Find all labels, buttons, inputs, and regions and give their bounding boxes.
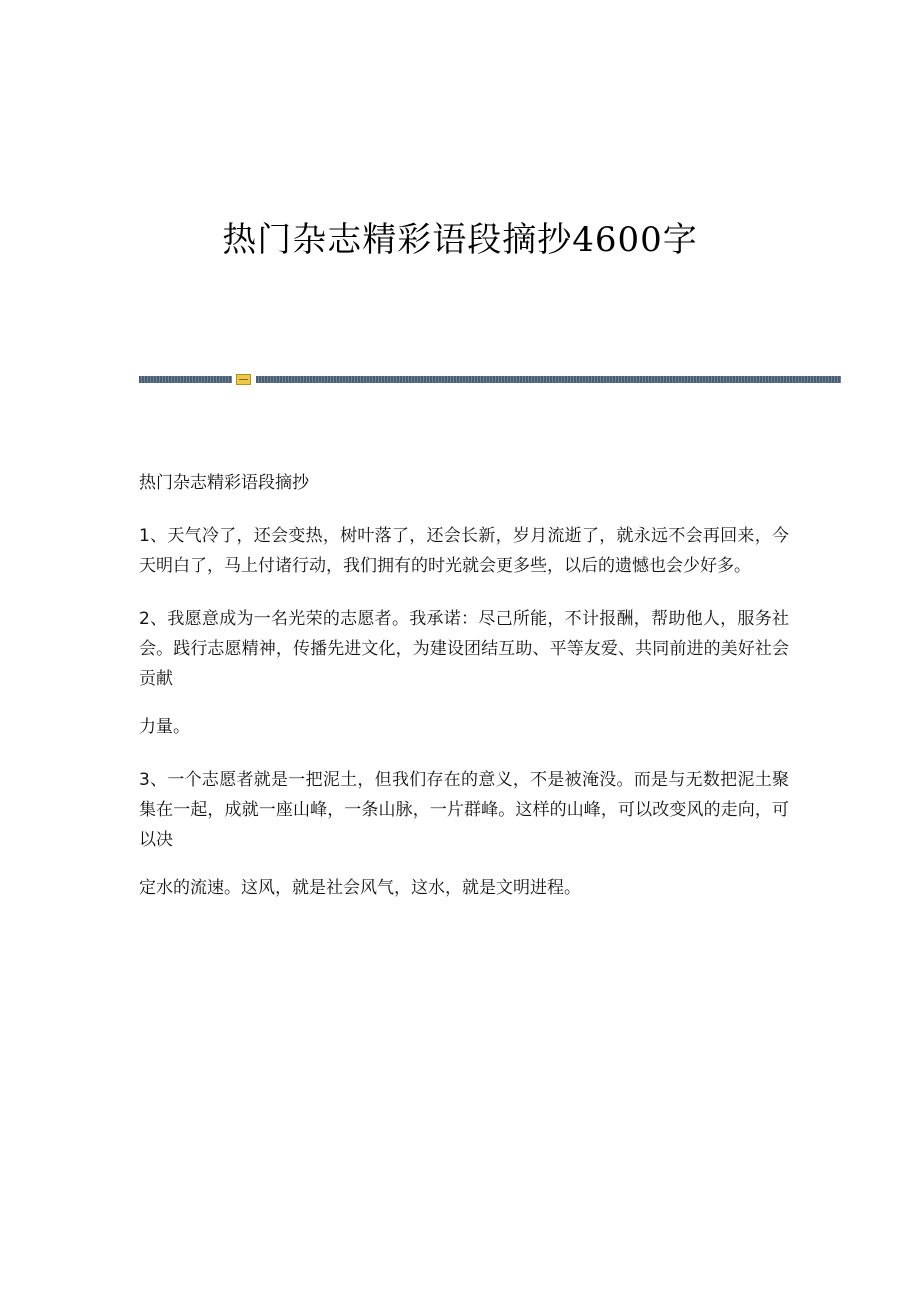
paragraph-2: 2、我愿意成为一名光荣的志愿者。我承诺：尽己所能，不计报酬，帮助他人，服务社会。践行志愿精神，传播先进文化，为建设团结互助、平等友爱、共同前进的美好社会贡献 [139, 609, 789, 689]
paragraph-2-continued: 力量。 [139, 717, 190, 737]
paragraph-3-continued: 定水的流速。这风，就是社会风气，这水，就是文明进程。 [139, 878, 581, 898]
paragraph-1: 1、天气冷了，还会变热，树叶落了，还会长新，岁月流逝了，就永远不会再回来，今天明白了，马上付诸行动，我们拥有的时光就会更多些，以后的遗憾也会少好多。 [139, 526, 789, 576]
divider-ornament-icon [236, 374, 251, 385]
document-body [139, 468, 789, 926]
section-heading: 热门杂志精彩语段摘抄 [139, 473, 309, 493]
title-divider [139, 374, 841, 385]
document-title: 热门杂志精彩语段摘抄4600字 [222, 220, 698, 260]
divider-bar-left [139, 376, 232, 383]
paragraph-3: 3、一个志愿者就是一把泥土，但我们存在的意义，不是被淹没。而是与无数把泥土聚集在一起，成就一座山峰，一条山脉，一片群峰。这样的山峰，可以改变风的走向，可以决 [139, 770, 789, 850]
divider-bar-right [256, 376, 841, 383]
